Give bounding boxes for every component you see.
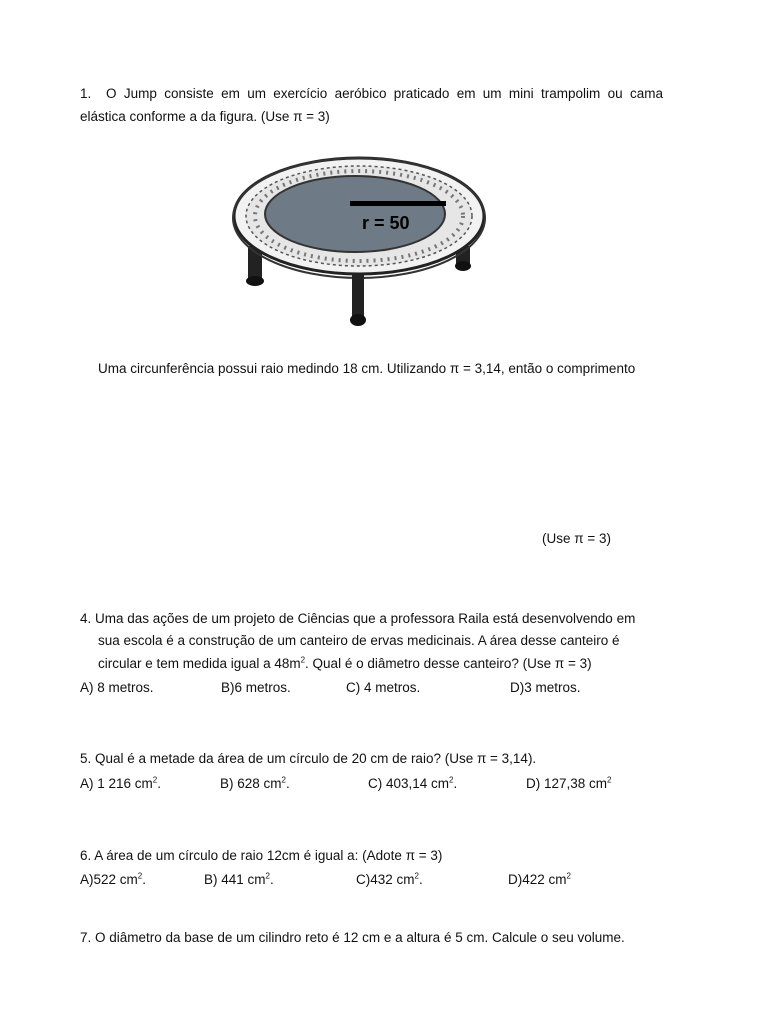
q6-option-a: A)522 $cm^2$. [80,871,146,887]
q1-line1: O Jump consiste em um exercício aeróbico praticado em um mini trampolim ou cama [106,86,663,101]
q4-line2: sua escola é a construção de um canteiro de ervas medicinais. A área desse canteiro é [98,633,620,648]
q7-text: 7. O diâmetro da base de um cilindro reto é 12 cm e a altura é 5 cm. Calcule o seu volume. [80,930,625,945]
q5-text: 5. Qual é a metade da área de um círculo de 20 cm de raio? (Use π = 3,14). [80,751,537,766]
q6-option-c: C)432 $cm^2$. [356,871,423,887]
trampoline-figure [228,148,490,333]
q5-option-b: B) 628 $cm^2$. [220,775,290,791]
q1-number: 1. [80,86,92,101]
trampoline-leg-front [352,274,364,318]
q6-text: 6. A área de um círculo de raio 12cm é igual a: (Adote π = 3) [80,848,443,863]
q5-option-a: A) 1 216 $cm^2$. [80,775,161,791]
q4-option-d: D)3 metros. [510,680,581,695]
q6-option-d: D)422 $cm^2$ [508,871,571,887]
q3-text: (Use π = 3) [542,531,611,546]
q1-line2: elástica conforme a da figura. (Use π = 3) [80,109,330,124]
trampoline-mat [265,176,445,252]
q5-option-d: D) 127,38 $cm^2$ [526,775,612,791]
q6-option-b: B) 441 $cm^2$. [204,871,274,887]
q4-option-c: C) 4 metros. [346,680,421,695]
q4-line1: 4. Uma das ações de um projeto de Ciências que a professora Raila está desenvolvendo em [80,611,636,626]
q5-option-c: C) 403,14 $cm^2$. [368,775,458,791]
radius-line [350,201,446,206]
q2-text: Uma circunferência possui raio medindo 18 cm. Utilizando π = 3,14, então o comprimento [98,361,636,376]
q4-line3: circular e tem medida igual a $48m^2$. Qual é o diâmetro desse canteiro? (Use π = 3) [98,655,592,671]
radius-label: r = 50 [362,213,410,233]
q4-option-a: A) 8 metros. [80,680,154,695]
q4-option-b: B)6 metros. [221,680,291,695]
